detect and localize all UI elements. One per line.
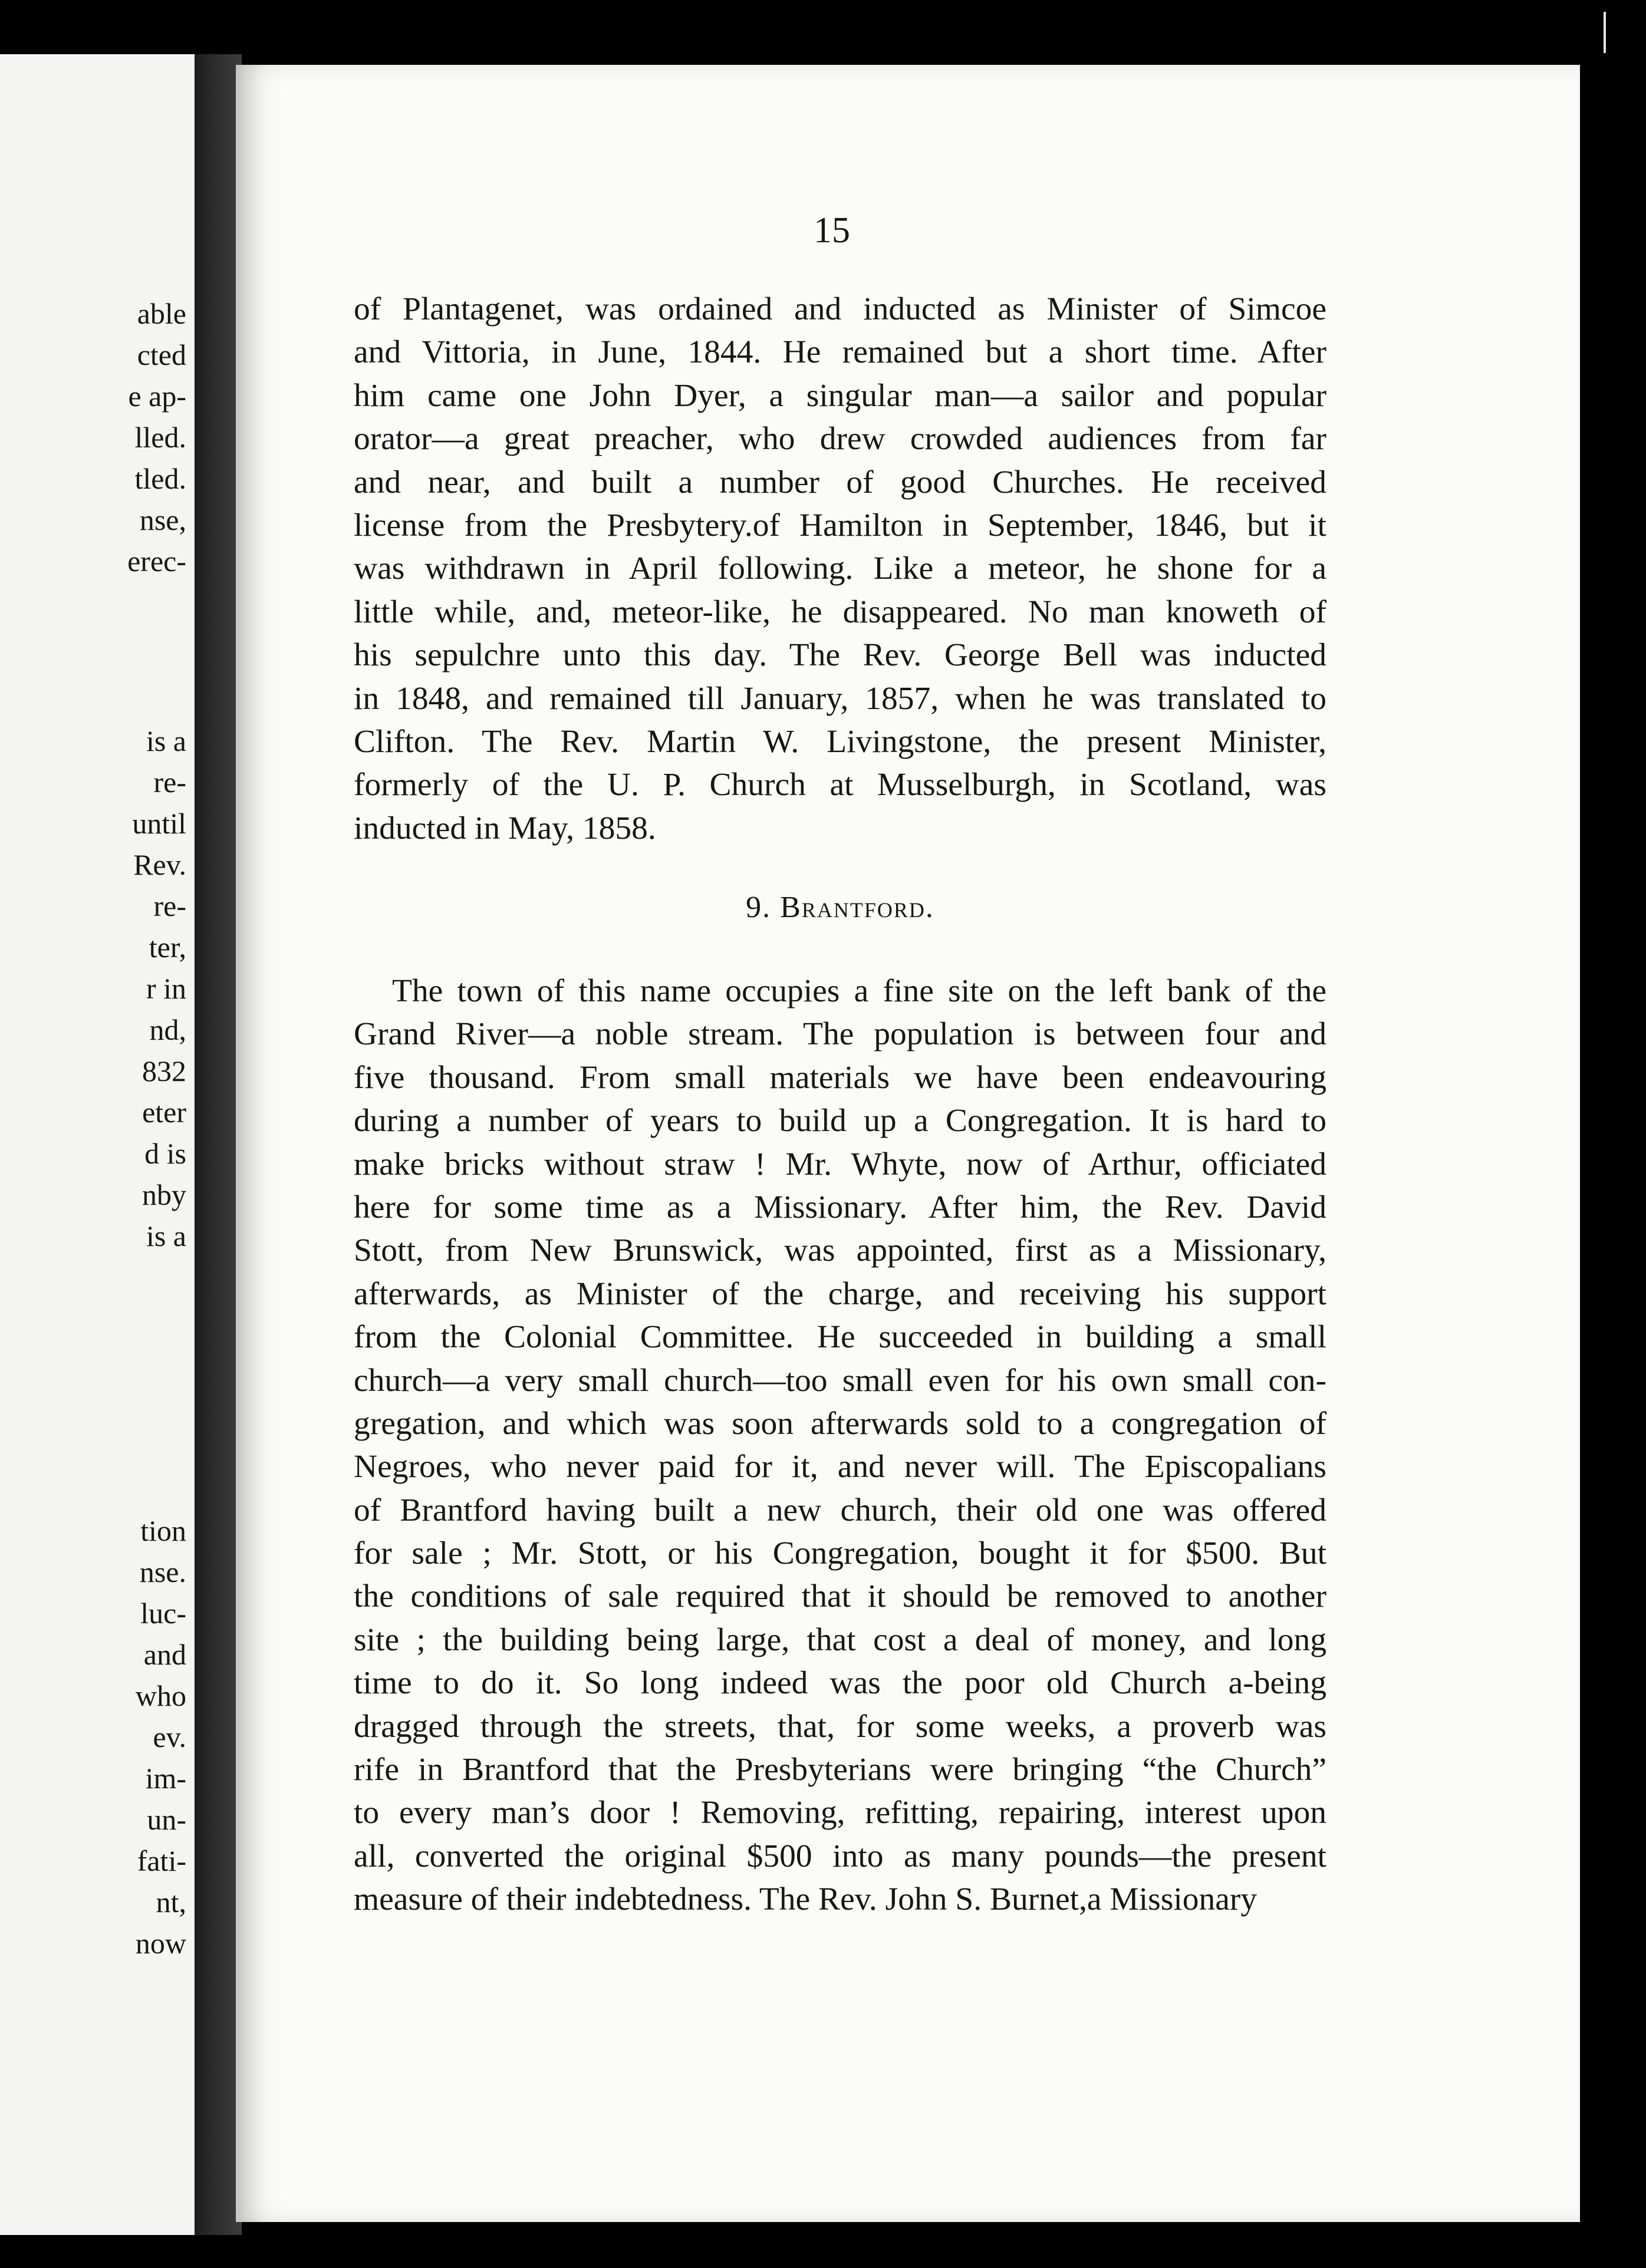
facing-page-line: nt, (156, 1885, 186, 1918)
text-line: Grand River—a noble stream. The population is between four and (354, 1016, 1326, 1053)
text-line: little while, and, meteor-like, he disappeared. No man knoweth of (354, 594, 1326, 630)
facing-page-line: fati- (137, 1844, 186, 1877)
facing-page-line: nd, (149, 1013, 186, 1046)
facing-page-line: erec- (127, 545, 186, 578)
text-line: and near, and built a number of good Churches. He received (354, 464, 1326, 500)
text-line: him came one John Dyer, a singular man—a sailor and popular (354, 377, 1326, 414)
facing-page-text-group-1 (127, 293, 186, 582)
facing-page (0, 54, 195, 2235)
text-line: here for some time as a Missionary. After him, the Rev. David (354, 1189, 1326, 1225)
facing-page-line: nse. (139, 1555, 186, 1588)
text-line: all, converted the original $500 into as many pounds—the present (354, 1838, 1326, 1874)
text-line: dragged through the streets, that, for some weeks, a proverb was (354, 1708, 1326, 1745)
facing-page-line: and (143, 1638, 186, 1671)
text-line: Clifton. The Rev. Martin W. Livingstone, the present Minister, (354, 723, 1326, 760)
text-line: was withdrawn in April following. Like a meteor, he shone for a (354, 550, 1326, 587)
facing-page-line: lled. (134, 421, 186, 454)
text-line: The town of this name occupies a fine site on the left bank of the (392, 973, 1326, 1009)
facing-page-text-group-2 (132, 720, 186, 1257)
book-gutter (195, 54, 242, 2235)
text-line: of Plantagenet, was ordained and inducted as Minister of Simcoe (354, 291, 1326, 327)
text-line: for sale ; Mr. Stott, or his Congregation, bought it for $500. But (354, 1535, 1326, 1572)
text-line: five thousand. From small materials we have been endeavouring (354, 1059, 1326, 1096)
text-line: in 1848, and remained till January, 1857, when he was translated to (354, 680, 1326, 717)
facing-page-line: nse, (139, 503, 186, 536)
text-line: Negroes, who never paid for it, and never will. The Episcopalians (354, 1449, 1326, 1485)
facing-page-line: re- (153, 889, 186, 922)
facing-page-line: now (135, 1927, 186, 1960)
text-line: during a number of years to build up a Congregation. It is hard to (354, 1103, 1326, 1139)
text-line: measure of their indebtedness. The Rev. John S. Burnet,a Missionary (354, 1881, 1257, 1918)
text-line: Stott, from New Brunswick, was appointed, first as a Missionary, (354, 1232, 1326, 1269)
facing-page-line: tion (140, 1514, 186, 1547)
text-line: afterwards, as Minister of the charge, and receiving his support (354, 1275, 1326, 1312)
text-line: the conditions of sale required that it should be removed to another (354, 1578, 1326, 1615)
facing-page-line: ev. (153, 1720, 186, 1753)
facing-page-line: who (135, 1679, 186, 1712)
text-line: from the Colonial Committee. He succeeded in building a small (354, 1319, 1326, 1356)
text-line: license from the Presbytery.of Hamilton in September, 1846, but it (354, 507, 1326, 543)
text-line: formerly of the U. P. Church at Musselburgh, in Scotland, was (354, 767, 1326, 803)
facing-page-line: im- (145, 1762, 186, 1795)
facing-page-line: eter (142, 1096, 186, 1129)
text-line: his sepulchre unto this day. The Rev. George Bell was inducted (354, 637, 1326, 674)
facing-page-line: r in (146, 972, 186, 1005)
paragraph-simcoe-vittoria (354, 288, 1326, 850)
text-line: inducted in May, 1858. (354, 810, 656, 846)
facing-page-line: is a (146, 724, 186, 757)
facing-page-text-group-3 (136, 1510, 186, 1964)
facing-page-line: is a (146, 1219, 186, 1252)
text-line: rife in Brantford that the Presbyterians were bringing “the Church” (354, 1752, 1326, 1788)
text-line: time to do it. So long indeed was the poor old Church a-being (354, 1665, 1326, 1702)
facing-page-line: able (137, 297, 186, 330)
facing-page-line: Rev. (133, 848, 186, 881)
section-heading (354, 887, 1326, 928)
facing-page-line: ter, (149, 931, 186, 964)
text-line: site ; the building being large, that cost a deal of money, and long (354, 1621, 1326, 1658)
text-line: make bricks without straw ! Mr. Whyte, now of Arthur, officiated (354, 1146, 1326, 1182)
facing-page-line: e ap- (128, 380, 186, 413)
facing-page-line: cted (137, 338, 186, 371)
text-line: gregation, and which was soon afterwards sold to a congregation of (354, 1405, 1326, 1442)
text-line: to every man’s door ! Removing, refitting, repairing, interest upon (354, 1795, 1326, 1831)
section-number: 9. (746, 891, 772, 924)
facing-page-line: nby (142, 1178, 186, 1211)
facing-page-line: 832 (142, 1054, 186, 1087)
section-title: Brantford. (780, 891, 934, 924)
text-line: and Vittoria, in June, 1844. He remained but a short time. After (354, 334, 1326, 371)
paragraph-brantford (354, 970, 1326, 1921)
text-line: church—a very small church—too small even for his own small con- (354, 1362, 1326, 1399)
facing-page-line: re- (153, 766, 186, 799)
page-edge-mark (1604, 12, 1606, 53)
text-line: of Brantford having built a new church, their old one was offered (354, 1492, 1326, 1528)
text-line: orator—a great preacher, who drew crowded audiences from far (354, 421, 1326, 457)
facing-page-line: un- (147, 1803, 186, 1836)
facing-page-line: tled. (134, 462, 186, 495)
facing-page-line: d is (144, 1137, 186, 1170)
page-number: 15 (814, 210, 850, 250)
facing-page-line: until (132, 807, 186, 840)
facing-page-line: luc- (140, 1597, 186, 1630)
